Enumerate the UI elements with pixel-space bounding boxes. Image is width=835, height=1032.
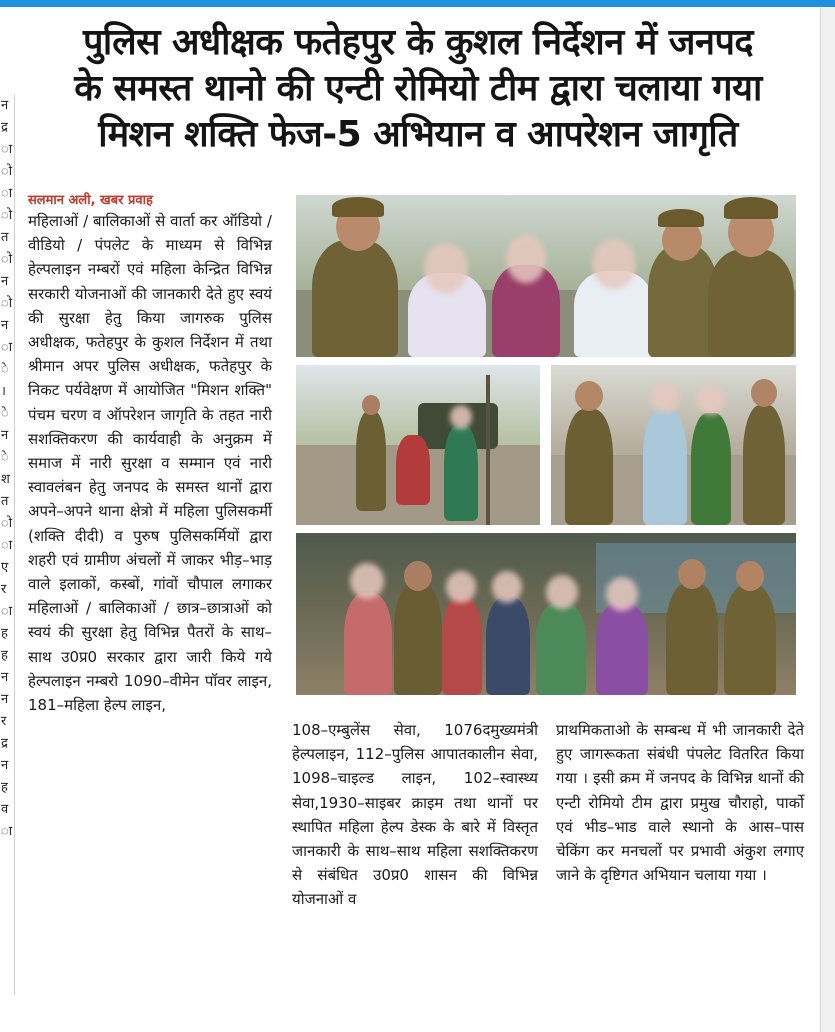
adjacent-column-char: ह — [1, 626, 8, 641]
adjacent-column-char: न — [1, 670, 9, 685]
adjacent-column-char: द्र — [1, 736, 8, 751]
article-column-1: महिलाओं / बालिकाओं से वार्ता कर ऑडियो / वीडियो / पंपलेट के माध्यम से विभिन्न हेल्पलाइन नम्बरों एवं महिला केन्द्रित विभिन्न सरकारी योजनाओं की जानकारी देते हुए स्वयं की सुरक्षा हेतु किया जागरुक पुलिस अधीक्षक, फतेहपुर के कुशल निर्देशन में तथा श्रीमान अपर पुलिस अधीक्षक, फतेहपुर के निकट पर्यवेक्षण में आयोजित "मिशन शक्ति" पंचम चरण व ऑपरेशन जागृति के तहत नारी सशक्तिकरण की कार्यवाही के अनुक्रम में समाज में नारी सुरक्षा व सम्मान एवं नारी स्वावलंबन हेतु जनपद के समस्त थानों द्वारा अपने–अपने थाना क्षेत्रो में महिला पुलिसकर्मी (शक्ति दीदी) व पुरुष पुलिसकर्मियों द्वारा शहरी एवं ग्रामीण अंचलों में जाकर भीड़–भाड़ वाले इलाकों, कस्बों, गांवों चौपाल लगाकर महिलाओं / बालिकाओं / छात्र–छात्राओं को स्वयं की सुरक्षा हेतु विभिन्न पैतरों के साथ–साथ उ0प्र0 सरकार द्वारा जारी किये गये हेल्पलाइन नम्बरो 1090–वीमेन पॉवर लाइन, 181–महिला हेल्प लाइन, — [28, 212, 272, 715]
headline-line-3: मिशन शक्ति फेज-5 अभियान व आपरेशन जागृति — [98, 114, 738, 155]
adjacent-column-char: ा — [1, 824, 13, 839]
photo-market-area — [551, 365, 796, 525]
adjacent-column-char: न — [1, 98, 9, 113]
adjacent-column-char: ा — [1, 604, 13, 619]
adjacent-column-char: े — [1, 450, 9, 465]
adjacent-column-char: न — [1, 428, 9, 443]
photo-chaupal-gathering — [296, 533, 796, 695]
adjacent-column-fragment — [0, 95, 15, 995]
article-column-3: प्राथमिकताओ के सम्बन्ध में भी जानकारी देते हुए जागरूकता संबंधी पंपलेट वितरित किया गया । इसी क्रम में जनपद के विभिन्न थानों की एन्टी रोमियो टीम द्वारा प्रमुख चौराहो, पार्को एवं भीड–भाड वाले स्थानो के आस–पास चेकिंग कर मनचलों पर प्रभावी अंकुश लगाए जाने के दृष्टिगत अभियान चलाया गया । — [556, 721, 804, 885]
adjacent-column-char: । — [1, 384, 6, 399]
adjacent-column-char: श — [1, 472, 10, 487]
adjacent-column-char: ह — [1, 780, 8, 795]
adjacent-column-char: द्र — [1, 120, 8, 135]
adjacent-column-char: ो — [1, 252, 13, 267]
byline: सलमान अली, खबर प्रवाह — [28, 193, 153, 208]
page-edge-shadow — [820, 7, 835, 1032]
adjacent-column-char: ा — [1, 186, 13, 201]
adjacent-column-char: े — [1, 362, 9, 377]
adjacent-column-char: न — [1, 758, 9, 773]
adjacent-column-char: न — [1, 274, 9, 289]
adjacent-column-char: ह — [1, 648, 8, 663]
adjacent-column-char: ा — [1, 142, 13, 157]
adjacent-column-char: त — [1, 230, 9, 245]
adjacent-column-char: ो — [1, 208, 13, 223]
photo-roadside-checking — [296, 365, 540, 525]
article-column-2: 108–एम्बुलेंस सेवा, 1076दमुख्यमंत्री हेल्पलाइन, 112–पुलिस आपातकालीन सेवा, 1098–चाइल्ड लाइन, 102–स्वास्थ्य सेवा,1930–साइबर क्राइम तथा थानों पर स्थापित महिला हेल्प डेस्क के बारे में विस्तृत जानकारी के साथ–साथ महिला सशक्तिकरण से संबंधित उ0प्र0 शासन की विभिन्न योजनाओं व — [292, 721, 538, 909]
adjacent-column-char: व — [1, 802, 9, 817]
adjacent-column-char: ा — [1, 538, 13, 553]
adjacent-column-char: ो — [1, 296, 13, 311]
article-headline — [28, 20, 808, 158]
photo-officers-with-women — [296, 195, 796, 357]
adjacent-column-char: ो — [1, 164, 13, 179]
adjacent-column-char: े — [1, 406, 9, 421]
adjacent-column-char: ा — [1, 340, 13, 355]
adjacent-column-char: र — [1, 714, 7, 729]
adjacent-column-char: ए — [1, 560, 9, 575]
adjacent-column-char: न — [1, 692, 9, 707]
headline-line-2: के समस्त थानो की एन्टी रोमियो टीम द्वारा चलाया गया — [74, 68, 762, 109]
top-accent-bar — [0, 0, 835, 7]
adjacent-column-char: त — [1, 494, 9, 509]
adjacent-column-char: र — [1, 582, 7, 597]
headline-line-1: पुलिस अधीक्षक फतेहपुर के कुशल निर्देशन में जनपद — [82, 22, 754, 63]
adjacent-column-char: न — [1, 318, 9, 333]
adjacent-column-char: ो — [1, 516, 13, 531]
